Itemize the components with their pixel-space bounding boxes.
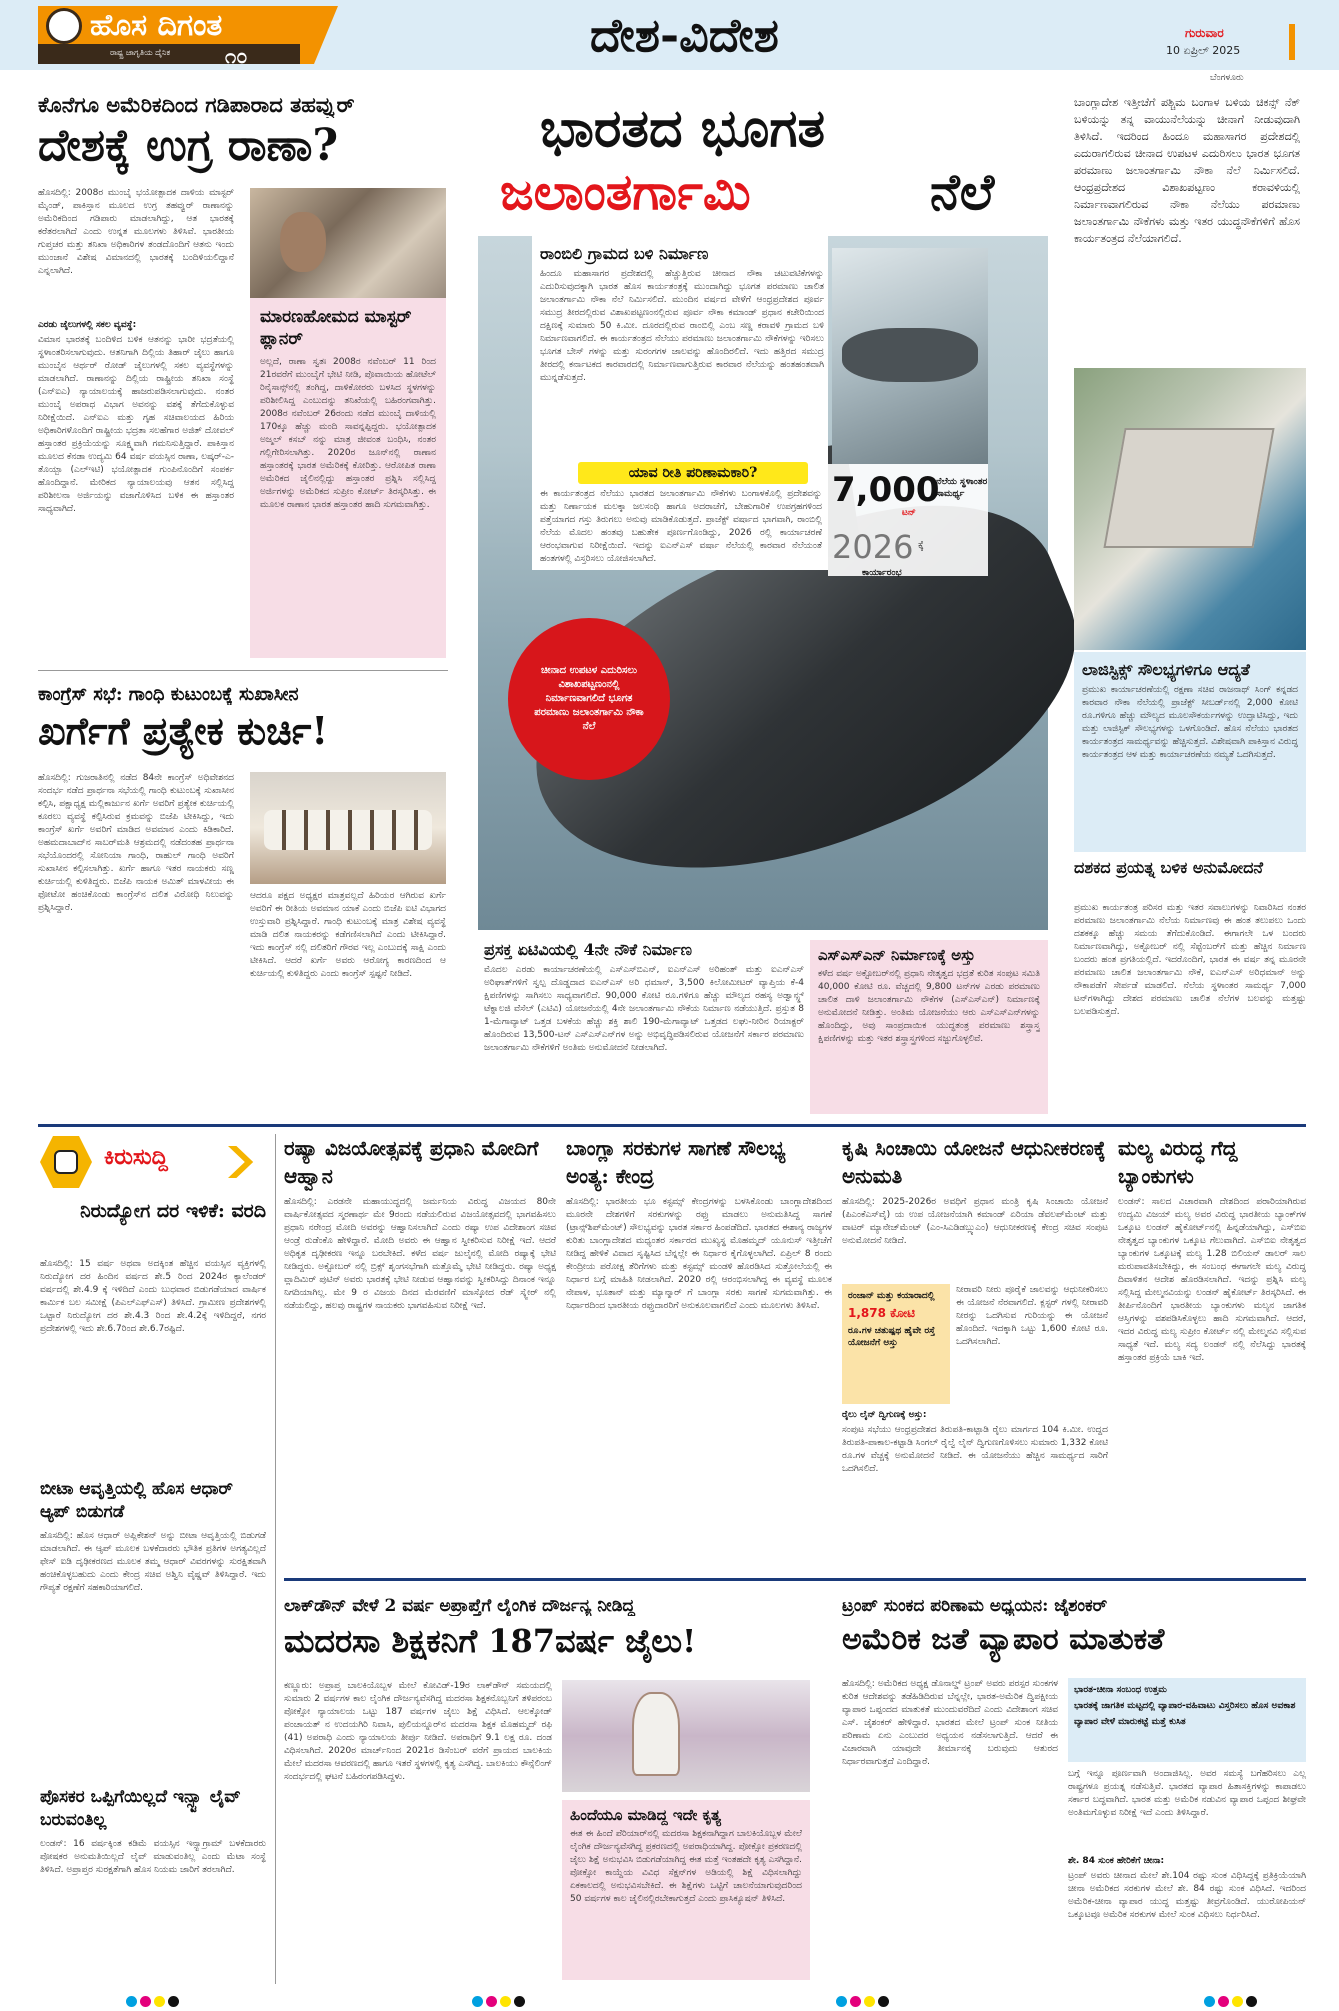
rana-headline: ದೇಶಕ್ಕೆ ಉಗ್ರ ರಾಣಾ? <box>38 120 339 171</box>
kiru-body-2: ಹೊಸದಿಲ್ಲಿ: ಹೊಸ ಆಧಾರ್ ಅಪ್ಲಿಕೇಶನ್ ಅನ್ನು ಬೀಟಾ ಆವೃತ್ತಿಯಲ್ಲಿ ಬಿಡುಗಡೆ ಮಾಡಲಾಗಿದೆ. ಈ ಆ್ಯಪ್ ಮೂಲಕ ಬಳಕೆದಾರರು ಭೌತಿಕ ಪ್ರತಿಗಳ ಅಗತ್ಯವಿಲ್ಲದೆ ಫೇಸ್ ಐಡಿ ದೃಢೀಕರಣದ ಮೂಲಕ ತಮ್ಮ ಆಧಾರ್ ವಿವರಗಳನ್ನು ಸುರಕ್ಷಿತವಾಗಿ ಹಂಚಿಕೊಳ್ಳಬಹುದು ಎಂದು ಕೇಂದ್ರ ಸಚಿವ ಅಶ್ವಿನಿ ವೈಷ್ಣವ್ ತಿಳಿಸಿದ್ದಾರೆ. ಇದು ಗೌಪ್ಯತೆ ರಕ್ಷಣೆಗೆ ಸಹಕಾರಿಯಾಗಲಿದೆ. <box>40 1531 266 1593</box>
congress-body-1: ಹೊಸದಿಲ್ಲಿ: ಗುಜರಾತಿನಲ್ಲಿ ನಡೆದ 84ನೇ ಕಾಂಗ್ರೆಸ್ ಅಧಿವೇಶನದ ಸಂದರ್ಭ ನಡೆದ ಪ್ರಾರ್ಥನಾ ಸಭೆಯಲ್ಲಿ ಗಾಂಧಿ ಕುಟುಂಬಕ್ಕೆ ಸುಖಾಸೀನ ಕಲ್ಪಿಸಿ, ಪಕ್ಷಾಧ್ಯಕ್ಷ ಮಲ್ಲಿಕಾರ್ಜುನ ಖರ್ಗೆ ಅವರಿಗೆ ಪ್ರತ್ಯೇಕ ಕುರ್ಚಿಯಲ್ಲಿ ಕೂರಲು ವ್ಯವಸ್ಥೆ ಕಲ್ಪಿಸಿರುವ ಕ್ರಮವನ್ನು ಬಿಜೆಪಿ ಟೀಕಿಸಿದ್ದು, ಇದು ಕಾಂಗ್ರೆಸ್ ಖರ್ಗೆ ಅವರಿಗೆ ಮಾಡಿದ ಅವಮಾನ ಎಂದು ಕಿಡಿಕಾರಿದೆ. ಅಹಮದಾಬಾದ್‌ನ ಸಾಬರ್‌ಮತಿ ಆಶ್ರಮದಲ್ಲಿ ನಡೆದಂತಹ ಪ್ರಾರ್ಥನಾ ಸಭೆಯೊಂದರಲ್ಲಿ ಸೋನಿಯಾ ಗಾಂಧಿ, ರಾಹುಲ್ ಗಾಂಧಿ ಅವರಿಗೆ ಸುಖಾಸೀನ ಕಲ್ಪಿಸಲಾಗಿತ್ತು. ಖರ್ಗೆ ಹಾಗೂ ಇತರ ನಾಯಕರು ಸಣ್ಣ ಕುರ್ಚಿಯಲ್ಲಿ ಕುಳಿತಿದ್ದರು. ಬಿಜೆಪಿ ನಾಯಕ ಅಮಿತ್ ಮಾಳವೀಯ ಈ ಫೋಟೋ ಹಂಚಿಕೊಂಡು ಕಾಂಗ್ರೆಸ್‌ನ ದಲಿತ ವಿರೋಧಿ ನಿಲುವನ್ನು ಪ್ರಶ್ನಿಸಿದ್ದಾರೆ. <box>38 773 234 913</box>
main-red-circle <box>508 618 670 780</box>
congress-photo <box>250 772 446 884</box>
logistics-body: ಪ್ರಮುಖ ಕಾರ್ಯಾಚರಣೆಯಲ್ಲಿ ರಕ್ಷಣಾ ಸಚಿವ ರಾಜನಾಥ್ ಸಿಂಗ್ ಕನ್ನಡದ ಕಾರವಾರ ನೌಕಾ ನೆಲೆಯಲ್ಲಿ ಪ್ರಾಜೆಕ್ಟ್ ಸೀಬರ್ಡ್‌ನಲ್ಲಿ 2,000 ಕೋಟಿ ರೂ.ಗಳಿಗೂ ಹೆಚ್ಚು ಮೌಲ್ಯದ ಮೂಲಸೌಕರ್ಯಗಳನ್ನು ಉದ್ಘಾಟಿಸಿದ್ದು, ಇದು ಮತ್ತು ಲಾಜಿಸ್ಟಿಕ್ ಸೌಲಭ್ಯಗಳನ್ನು ಒಳಗೊಂಡಿದೆ. ಹೊಸ ನೆಲೆಯು ಭಾರತದ ಕಾರ್ಯತಂತ್ರದ ಸಾಮರ್ಥ್ಯವನ್ನು ಹೆಚ್ಚಿಸುತ್ತದೆ. ವಿಶೇಷವಾಗಿ ಪಾಕಿಸ್ತಾನ ವಿರುದ್ಧ ಕಾರ್ಯತಂತ್ರದ ಆಳ ಮತ್ತು ಕಾರ್ಯಾಚರಣೆಯ ನಮ್ಯತೆ ಒದಗಿಸುತ್ತದೆ. <box>1082 685 1298 760</box>
section-divider <box>38 1124 1306 1127</box>
madrasa-box <box>562 1800 810 1980</box>
logo-emblem-icon <box>46 8 82 44</box>
rana-box-title: ಮಾರಣಹೋಮದ ಮಾಸ್ಟರ್ ಪ್ಲಾನರ್ <box>260 307 412 349</box>
banks-body: ಲಂಡನ್: ಸಾಲದ ವಿಚಾರವಾಗಿ ದೇಶದಿಂದ ಪರಾರಿಯಾಗಿರುವ ಉದ್ಯಮಿ ವಿಜಯ್ ಮಲ್ಯ ಅವರ ವಿರುದ್ಧ ಭಾರತೀಯ ಬ್ಯಾಂಕ್‌ಗಳ ಒಕ್ಕೂಟ ಲಂಡನ್ ಹೈಕೋರ್ಟ್‌ನಲ್ಲಿ ಹಿನ್ನಡೆಯಾಗಿದ್ದು, ಎಸ್‌ಬಿಐ ನೇತೃತ್ವದ ಬ್ಯಾಂಕುಗಳ ಒಕ್ಕೂಟ ಗೆಲುವಾಗಿದೆ. ಎಸ್‌ಬಿಐ ನೇತೃತ್ವದ ಬ್ಯಾಂಕುಗಳ ಒಕ್ಕೂಟಕ್ಕೆ ಮಲ್ಯ 1.28 ಬಿಲಿಯನ್ ಡಾಲರ್ ಸಾಲ ಮರುಪಾವತಿಸಬೇಕಿದ್ದು, ಈ ಸಂಬಂಧ ಈಗಾಗಲೇ ಮಲ್ಯ ವಿರುದ್ಧ ದಿವಾಳಿತನ ಆದೇಶ ಹೊರಡಿಸಲಾಗಿದೆ. ಇದನ್ನು ಪ್ರಶ್ನಿಸಿ ಮಲ್ಯ ಸಲ್ಲಿಸಿದ್ದ ಮೇಲ್ಮನವಿಯನ್ನು ಲಂಡನ್ ಹೈಕೋರ್ಟ್ ತಿರಸ್ಕರಿಸಿದೆ. ಈ ತೀರ್ಪಿನೊಂದಿಗೆ ಭಾರತೀಯ ಬ್ಯಾಂಕುಗಳು ಮಲ್ಯನ ಜಾಗತಿಕ ಆಸ್ತಿಗಳನ್ನು ವಶಪಡಿಸಿಕೊಳ್ಳಲು ಹಾದಿ ಸುಗಮವಾಗಿದೆ. ಆದರೆ, ಇದರ ವಿರುದ್ಧ ಮಲ್ಯ ಸುಪ್ರೀಂ ಕೋರ್ಟ್ ನಲ್ಲಿ ಮೇಲ್ಮನವಿ ಸಲ್ಲಿಸುವ ಸಾಧ್ಯತೆ ಇದೆ. ಮಲ್ಯ ಸದ್ಯ ಲಂಡನ್ ನಲ್ಲಿ ನೆಲೆಸಿದ್ದು ಭಾರತಕ್ಕೆ ಹಸ್ತಾಂತರ ಪ್ರಕ್ರಿಯೆ ಬಾಕಿ ಇದೆ. <box>1118 1197 1306 1363</box>
krishi-box-body: ರೂ.ಗಳ ಚತುಷ್ಪಥ ಹೈವೇ ರಸ್ತೆ ಯೋಜನೆಗೆ ಅಸ್ತು <box>848 1326 935 1348</box>
kiru-headline-3: ಪೊಸಕರ ಒಪ್ಪಿಗೆಯಿಲ್ಲದೆ ಇನ್ಸ್ಟಾ ಲೈವ್ ಬರುವಂತಿಲ್ಲ <box>40 1787 241 1830</box>
madrasa-body: ಕಣ್ಣೂರು: ಅಪ್ರಾಪ್ತ ಬಾಲಕಿಯೊಬ್ಬಳ ಮೇಲೆ ಕೋವಿಡ್-19ರ ಲಾಕ್‌ಡೌನ್ ಸಮಯದಲ್ಲಿ ಸುಮಾರು 2 ವರ್ಷಗಳ ಕಾಲ ಲೈಂಗಿಕ ದೌರ್ಜನ್ಯವೆಸಗಿದ್ದ ಮದರಸಾ ಶಿಕ್ಷಕನೊಬ್ಬನಿಗೆ ತಳಿಪರಂಬ ಪೋಕ್ಸೋ ನ್ಯಾಯಾಲಯ ಒಟ್ಟು 187 ವರ್ಷಗಳ ಜೈಲು ಶಿಕ್ಷೆ ವಿಧಿಸಿದೆ. ಆಲಕ್ಕೋಡ್ ಪಂಚಾಯತ್ ನ ಉದಯಗಿರಿ ನಿವಾಸಿ, ಪುಲಿಯನ್ನೂರ್‌ನ ಮದರಸಾ ಶಿಕ್ಷಕ ಮೊಹಮ್ಮದ್ ರಫಿ (41) ಅಪರಾಧಿ ಎಂದು ನ್ಯಾಯಾಲಯ ತೀರ್ಪು ನೀಡಿದೆ. ಅಪರಾಧಿಗೆ 9.1 ಲಕ್ಷ ರೂ. ದಂಡ ವಿಧಿಸಲಾಗಿದೆ. 2020ರ ಮಾರ್ಚ್‌ನಿಂದ 2021ರ ಡಿಸೆಂಬರ್ ವರೆಗೆ ಪ್ರಾಯದ ಬಾಲಕಿಯ ಮೇಲೆ ಮದರಸಾ ಆವರಣದಲ್ಲಿ ಹಾಗೂ ಇತರೆ ಸ್ಥಳಗಳಲ್ಲಿ ಕೃತ್ಯ ಎಸಗಿದ್ದ. ಬಾಲಕಿಯು ಕೌನ್ಸೆಲಿಂಗ್ ಸಂದರ್ಭದಲ್ಲಿ ಘಟನೆ ಬಹಿರಂಗಪಡಿಸಿದ್ದಳು. <box>284 1681 552 1782</box>
page-number: ೧೦ <box>225 44 248 68</box>
stat-2-value: 2026 <box>832 528 914 566</box>
stat-1-value: 7,000 <box>832 470 940 510</box>
dock-structure-image <box>1103 428 1274 548</box>
rana-kicker: ಕೊನೆಗೂ ಅಮೆರಿಕದಿಂದ ಗಡಿಪಾರಾದ ತಹವ್ವುರ್ <box>38 92 355 117</box>
registration-marks-right-center <box>836 1992 892 2011</box>
decade-title: ದಶಕದ ಪ್ರಯತ್ನ ಬಳಿಕ ಅನುಮೋದನೆ <box>1074 858 1263 877</box>
logo-tagline: ರಾಷ್ಟ್ರ ಜಾಗೃತಿಯ ದೈನಿಕ <box>110 48 171 57</box>
bangla-body: ಹೊಸದಿಲ್ಲಿ: ಭಾರತೀಯ ಭೂ ಕಸ್ಟಮ್ಸ್ ಕೇಂದ್ರಗಳನ್ನು ಬಳಸಿಕೊಂಡು ಬಾಂಗ್ಲಾದೇಶದಿಂದ ಮೂರನೇ ದೇಶಗಳಿಗೆ ಸರಕುಗಳನ್ನು ರಫ್ತು ಮಾಡಲು ಅನುಮತಿಸಿದ್ದ ಸಾಗಣೆ (ಟ್ರಾನ್ಸ್‌ಶಿಪ್‌ಮೆಂಟ್) ಸೌಲಭ್ಯವನ್ನು ಭಾರತ ಸರ್ಕಾರ ಹಿಂಪಡೆದಿದೆ. ಭಾರತದ ಈಶಾನ್ಯ ರಾಜ್ಯಗಳ ಕುರಿತು ಬಾಂಗ್ಲಾದೇಶದ ಮಧ್ಯಂತರ ಸರ್ಕಾರದ ಮುಖ್ಯಸ್ಥ ಮೊಹಮ್ಮದ್ ಯೂನುಸ್ ಇತ್ತೀಚೆಗೆ ನೀಡಿದ್ದ ಹೇಳಿಕೆ ವಿವಾದ ಸೃಷ್ಟಿಸಿದ ಬೆನ್ನಲ್ಲೇ ಈ ನಿರ್ಧಾರ ಕೈಗೊಳ್ಳಲಾಗಿದೆ. ಏಪ್ರಿಲ್ 8 ರಂದು ಕೇಂದ್ರೀಯ ಪರೋಕ್ಷ ತೆರಿಗೆಗಳು ಮತ್ತು ಕಸ್ಟಮ್ಸ್ ಮಂಡಳಿ ಹೊರಡಿಸಿದ ಸುತ್ತೋಲೆಯಲ್ಲಿ ಈ ನಿರ್ಧಾರ ಬಗ್ಗೆ ಮಾಹಿತಿ ನೀಡಲಾಗಿದೆ. 2020 ರಲ್ಲಿ ಆರಂಭಿಸಲಾಗಿದ್ದ ಈ ವ್ಯವಸ್ಥೆ ಮೂಲಕ ನೇಪಾಳ, ಭೂತಾನ್ ಮತ್ತು ಮ್ಯಾನ್ಮಾರ್ ಗೆ ಬಾಂಗ್ಲಾ ಸರಕು ಸಾಗಣೆ ಸುಗಮವಾಗಿತ್ತು. ಈ ನಿರ್ಧಾರದಿಂದ ಭಾರತೀಯ ರಫ್ತುದಾರರಿಗೆ ಅನುಕೂಲವಾಗಲಿದೆ ಎಂದು ಮೂಲಗಳು ತಿಳಿಸಿವೆ. <box>566 1197 832 1311</box>
main-headline-1: ಭಾರತದ ಭೂಗತ <box>540 98 826 159</box>
congress-kicker: ಕಾಂಗ್ರೆಸ್ ಸಭೆ: ಗಾಂಧಿ ಕುಟುಂಬಕ್ಕೆ ಸುಖಾಸೀನ <box>38 684 299 705</box>
modi-headline: ರಷ್ಯಾ ವಿಜಯೋತ್ಸವಕ್ಕೆ ಪ್ರಧಾನಿ ಮೋದಿಗೆ ಆಹ್ವಾನ <box>284 1136 539 1188</box>
trump-bullet-3: ವ್ಯಾಪಾರ ವೇಳೆ ಮಾರುಕಟ್ಟೆ ಮತ್ತೆ ಕುಸಿತ <box>1074 1717 1186 1727</box>
kiru-headline-2: ಬೀಟಾ ಆವೃತ್ತಿಯಲ್ಲಿ ಹೊಸ ಆಧಾರ್ ಆ್ಯಪ್ ಬಿಡುಗಡೆ <box>40 1479 233 1522</box>
madrasa-headline: ಮದರಸಾ ಶಿಕ್ಷಕನಿಗೆ 187ವರ್ಷ ಜೈಲು! <box>284 1622 697 1660</box>
kirusuddi-chevron-icon <box>228 1146 256 1178</box>
ssn-title: ಎಸ್‌ಎಸ್‌ಎನ್ ನಿರ್ಮಾಣಕ್ಕೆ ಅಸ್ತು <box>818 946 976 964</box>
krishi-box <box>842 1284 950 1404</box>
decade-body: ಪ್ರಮುಖ ಕಾರ್ಯತಂತ್ರ ಪರಿಸರ ಮತ್ತು ಇತರ ಸವಾಲುಗಳನ್ನು ನಿವಾರಿಸಿದ ನಂತರ ಪರಮಾಣು ಜಲಾಂತರ್ಗಾಮಿ ನೆಲೆಯ ನಿರ್ಮಾಣವು ಈ ಹಂತ ತಲುಪಲು ಒಂದು ದಶಕಕ್ಕೂ ಹೆಚ್ಚು ಸಮಯ ತೆಗೆದುಕೊಂಡಿದೆ. ಈಗಾಗಲೇ ಒಳ ಬಂದರು ನಿರ್ಮಾಣವಾಗಿದ್ದು, ಅಕ್ಟೋಬರ್ ನಲ್ಲಿ ಸೆಪ್ಟೆಂಬರ್‌ಗೆ ಮತ್ತು ಹೆಚ್ಚಿನ ನಿರ್ಮಾಣ ಬಂದರು ಹಂತ ಪ್ರಗತಿಯಲ್ಲಿದೆ. ಇದರೊಂದಿಗೆ, ಭಾರತ ಈ ವರ್ಷ ತನ್ನ ಮೂರನೇ ಪರಮಾಣು ಚಾಲಿತ ಜಲಾಂತರ್ಗಾಮಿ ನೌಕೆ, ಐಎನ್‌ಎಸ್ ಅರಿಧಮಾನ್ ಅನ್ನು ನೌಕಾಪಡೆಗೆ ಸೇರ್ಪಡೆ ಮಾಡಲಿದೆ. ನೆಲೆಯ ಸ್ಥಳಾಂತರ ಸಾಮರ್ಥ್ಯ 7,000 ಟನ್‌ಗಳಾಗಿದ್ದು ದೇಶದ ಪರಮಾಣು ಚಾಲಿತ ನೆಲೆಗಳ ಬಲವನ್ನು ಮತ್ತಷ್ಟು ಬಲಪಡಿಸುತ್ತದೆ. <box>1074 903 1306 1017</box>
section-title: ದೇಶ-ವಿದೇಶ <box>590 8 779 62</box>
accused-portrait-icon <box>632 1692 680 1776</box>
kiru-body-3: ಲಂಡನ್: 16 ವರ್ಷಕ್ಕಿಂತ ಕಡಿಮೆ ವಯಸ್ಸಿನ ಇನ್ಸ್ಟಾಗ್ರಾಮ್ ಬಳಕೆದಾರರು ಪೋಷಕರ ಅನುಮತಿಯಿಲ್ಲದೆ ಲೈವ್ ಮಾಡುವಂತಿಲ್ಲ ಎಂದು ಮೆಟಾ ಸಂಸ್ಥೆ ತಿಳಿಸಿದೆ. ಅಪ್ರಾಪ್ತರ ಸುರಕ್ಷತೆಗಾಗಿ ಹೊಸ ನಿಯಮ ಜಾರಿಗೆ ತರಲಾಗಿದೆ. <box>40 1839 266 1875</box>
kirusuddi-hand-icon <box>54 1150 78 1174</box>
masthead-date: 10 ಏಪ್ರಿಲ್ 2025 <box>1166 44 1241 57</box>
main-circle-text: ಚೀನಾದ ಉಪಟಳ ಎದುರಿಸಲು ವಿಶಾಖಪಟ್ಟಣಂನಲ್ಲಿ ನಿರ್ಮಾಣವಾಗಲಿದೆ ಭೂಗತ ಪರಮಾಣು ಜಲಾಂತರ್ಗಾಮಿ ನೌಕಾ ನೆಲೆ <box>534 665 644 732</box>
masthead-city: ಬೆಂಗಳೂರು <box>1210 73 1244 83</box>
madrasa-kicker: ಲಾಕ್‌ಡೌನ್ ವೇಳೆ 2 ವರ್ಷ ಅಪ್ರಾಪ್ತೆಗೆ ಲೈಂಗಿಕ ದೌರ್ಜನ್ಯ ನೀಡಿದ್ದ <box>284 1596 635 1616</box>
trump-body-3: ಟ್ರಂಪ್ ಅವರು ಚೀನಾದ ಮೇಲೆ ಶೇ.104 ರಷ್ಟು ಸುಂಕ ವಿಧಿಸಿದ್ದಕ್ಕೆ ಪ್ರತಿಕ್ರಿಯೆಯಾಗಿ ಚೀನಾ ಅಮೆರಿಕದ ಸರಕುಗಳ ಮೇಲೆ ಶೇ. 84 ರಷ್ಟು ಸುಂಕ ವಿಧಿಸಿದೆ. ಇದರಿಂದ ಅಮೆರಿಕ-ಚೀನಾ ವ್ಯಾಪಾರ ಯುದ್ಧ ಮತ್ತಷ್ಟು ತೀವ್ರಗೊಂಡಿದೆ. ಯುರೋಪಿಯನ್ ಒಕ್ಕೂಟವೂ ಅಮೆರಿಕ ಸರಕುಗಳ ಮೇಲೆ ಸುಂಕ ವಿಧಿಸಲು ನಿರ್ಧರಿಸಿದೆ. <box>1068 1871 1306 1920</box>
rana-box-body: ಅಲ್ಲದೆ, ರಾಣಾ ಸ್ವತಃ 2008ರ ನವೆಂಬರ್ 11 ರಿಂದ 21ರವರೆಗೆ ಮುಂಬೈಗೆ ಭೇಟಿ ನೀಡಿ, ಪೊವಾಯಿಯ ಹೋಟೆಲ್ ರಿನೈಸಾನ್ಸ್‌ನಲ್ಲಿ ತಂಗಿದ್ದ, ದಾಳಿಕೋರರು ಬಳಸಿದ ಸ್ಥಳಗಳನ್ನು ಪರಿಶೀಲಿಸಿದ್ದ ಎಂಬುದನ್ನು ತನಿಖೆಯಲ್ಲಿ ಬಹಿರಂಗವಾಗಿತ್ತು. 2008ರ ನವೆಂಬರ್ 26ರಂದು ನಡೆದ ಮುಂಬೈ ದಾಳಿಯಲ್ಲಿ 170ಕ್ಕೂ ಹೆಚ್ಚು ಮಂದಿ ಸಾವನ್ನಪ್ಪಿದ್ದರು. ಭಯೋತ್ಪಾದಕ ಅಜ್ಮಲ್ ಕಸಬ್ ನನ್ನು ಮಾತ್ರ ಜೀವಂತ ಬಂಧಿಸಿ, ನಂತರ ಗಲ್ಲಿಗೇರಿಸಲಾಗಿತ್ತು. 2020ರ ಜೂನ್‌ನಲ್ಲಿ ರಾಣಾನ ಹಸ್ತಾಂತರಕ್ಕೆ ಭಾರತ ಅಮೆರಿಕಕ್ಕೆ ಕೋರಿತ್ತು. ಆರೋಪಿತ ರಾಣಾ ಅಮೆರಿಕದ ಜೈಲಿನಲ್ಲಿದ್ದು ಹಸ್ತಾಂತರ ಪ್ರಶ್ನಿಸಿ ಸಲ್ಲಿಸಿದ್ದ ಅರ್ಜಿಗಳನ್ನು ಅಮೆರಿಕದ ಸುಪ್ರೀಂ ಕೋರ್ಟ್ ತಿರಸ್ಕರಿಸಿತ್ತು. ಈ ಮೂಲಕ ರಾಣಾನ ಭಾರತ ಹಸ್ತಾಂತರ ಹಾದಿ ಸುಗಮವಾಗಿತ್ತು. <box>260 357 436 510</box>
fourth-title: ಪ್ರಸಕ್ತ ಏಟಿವಿಯಲ್ಲಿ 4ನೇ ನೌಕೆ ನಿರ್ಮಾಣ <box>484 940 692 959</box>
main-headline-2b: ನೆಲೆ <box>930 162 995 221</box>
congress-headline: ಖರ್ಗೆಗೆ ಪ್ರತ್ಯೇಕ ಕುರ್ಚಿ! <box>38 708 329 753</box>
submarine-dock-image <box>842 328 978 382</box>
column-rule <box>275 1134 276 1984</box>
registration-marks-center <box>472 1992 528 2011</box>
logistics-title: ಲಾಜಿಸ್ಟಿಕ್ಸ್ ಸೌಲಭ್ಯಗಳಿಗೂ ಆದ್ಯತೆ <box>1082 660 1250 679</box>
trump-sub: ಶೇ. 84 ಸುಂಕ ಹೇರಿಕೆಗೆ ಚೀನಾ: <box>1068 1856 1165 1866</box>
portrait-face-icon <box>280 212 326 272</box>
stat-1-label: ನೆಲೆಯ ಸ್ಥಳಾಂತರ ಸಾಮರ್ಥ್ಯ <box>936 477 988 499</box>
banks-headline: ಮಲ್ಯ ವಿರುದ್ಧ ಗೆದ್ದ ಬ್ಯಾಂಕುಗಳು <box>1118 1136 1238 1188</box>
section-divider-2 <box>284 1578 1306 1581</box>
trump-kicker: ಟ್ರಂಪ್ ಸುಂಕದ ಪರಿಣಾಮ ಅಧ್ಯಯನ: ಜೈಶಂಕರ್ <box>842 1596 1108 1616</box>
trump-bullet-2: ಭಾರತಕ್ಕೆ ಜಾಗತಿಕ ಮಟ್ಟದಲ್ಲಿ ವ್ಯಾಪಾರ-ವಹಿವಾಟು ವಿಸ್ತರಿಸಲು ಹೊಸ ಅವಕಾಶ <box>1074 1701 1296 1711</box>
logistics-box <box>1074 652 1306 852</box>
krishi-box-title: ರಂಜಾನ್ ಮತ್ತು ಕಯಾರಾದಲ್ಲಿ <box>848 1291 935 1301</box>
krishi-body-3: ಸಂಪುಟ ಸಭೆಯು ಆಂಧ್ರಪ್ರದೇಶದ ತಿರುಪತಿ-ಕಾಟ್ಪಾಡಿ ರೈಲು ಮಾರ್ಗದ 104 ಕಿ.ಮೀ. ಉದ್ದದ ತಿರುಪತಿ-ಪಾಕಾಲ-ಕಟ್ಟಾಡಿ ಸಿಂಗಲ್ ರೈಲ್ವೆ ಲೈನ್ ದ್ವಿಗುಣಗೊಳಿಸಲು ಸುಮಾರು 1,332 ಕೋಟಿ ರೂ.ಗಳ ವೆಚ್ಚಕ್ಕೆ ಅನುಮೋದನೆ ನೀಡಿದೆ. ಈ ಯೋಜನೆಯು ಹೆಚ್ಚಿನ ಸಾಮರ್ಥ್ಯದ ಸಾರಿಗೆ ಒದಗಿಸಲಿದೆ. <box>842 1425 1108 1474</box>
rana-box <box>250 298 446 658</box>
rana-body-2: ವಿಮಾನ ಭಾರತಕ್ಕೆ ಬಂದಿಳಿದ ಬಳಿಕ ಆತನನ್ನು ಭಾರೀ ಭದ್ರತೆಯಲ್ಲಿ ಸ್ಥಳಾಂತರಿಸಲಾಗುವುದು. ಆತನಿಗಾಗಿ ದಿಲ್ಲಿಯ ತಿಹಾರ್ ಜೈಲು ಹಾಗೂ ಮುಂಬೈನ ಆರ್ಥರ್ ರೋಡ್ ಜೈಲುಗಳಲ್ಲಿ ಸಕಲ ವ್ಯವಸ್ಥೆಗಳನ್ನು ಮಾಡಲಾಗಿದೆ. ರಾಣಾನನ್ನು ದಿಲ್ಲಿಯ ರಾಷ್ಟ್ರೀಯ ತನಿಖಾ ಸಂಸ್ಥೆ (ಎನ್‌ಐಎ) ನ್ಯಾಯಾಲಯಕ್ಕೆ ಹಾಜರುಪಡಿಸಲಾಗುವುದು. ನಂತರ ಮುಂಬೈ ಅಪರಾಧ ವಿಭಾಗ ಅವನನ್ನು ವಶಕ್ಕೆ ತೆಗೆದುಕೊಳ್ಳುವ ನಿರೀಕ್ಷೆಯಿದೆ. ಎನ್‌ಐಎ ಮತ್ತು ಗೃಹ ಸಚಿವಾಲಯದ ಹಿರಿಯ ಅಧಿಕಾರಿಗಳೊಂದಿಗೆ ರಾಷ್ಟ್ರೀಯ ಭದ್ರತಾ ಸಲಹೆಗಾರ ಅಜಿತ್ ದೋವಲ್ ಹಸ್ತಾಂತರ ಪ್ರಕ್ರಿಯೆಯನ್ನು ಸೂಕ್ಷ್ಮವಾಗಿ ಗಮನಿಸುತ್ತಿದ್ದಾರೆ. ಪಾಕಿಸ್ತಾನ ಮೂಲದ ಕೆನಡಾ ಉದ್ಯಮಿ 64 ವರ್ಷ ವಯಸ್ಸಿನ ರಾಣಾ, ಲಷ್ಕರ್-ಎ-ತೊಯ್ಬಾ (ಎಲ್‌ಇಟಿ) ಭಯೋತ್ಪಾದಕ ಗುಂಪಿನೊಂದಿಗೆ ಸಂಪರ್ಕ ಹೊಂದಿದ್ದಾನೆ. ಮೇರಿಕದ ನ್ಯಾಯಾಲಯವು ಆತನ ಸಲ್ಲಿಸಿದ್ದ ಪರಿಶೀಲನಾ ಅರ್ಜಿಯನ್ನು ವಜಾಗೊಳಿಸಿದ ಬಳಿಕ ಈ ಹಸ್ತಾಂತರ ಸಾಧ್ಯವಾಗಿದೆ. <box>38 335 234 514</box>
naval-base-photo <box>1074 368 1306 650</box>
kiru-headline-1: ನಿರುದ್ಯೋಗ ದರ ಇಳಿಕೆ: ವರದಿ <box>80 1200 266 1222</box>
kirusuddi-label: ಕಿರುಸುದ್ದಿ <box>104 1144 168 1170</box>
fourth-body: ಮೊದಲ ಎರಡು ಕಾರ್ಯಾಚರಣೆಯಲ್ಲಿ ಎಸ್‌ಎಸ್‌ಬಿಎನ್, ಐಎನ್‌ಎಸ್ ಅರಿಹಂತ್ ಮತ್ತು ಐಎನ್‌ಎಸ್ ಅರಿಘಾತ್‌ಗಳಿಗೆ ಸ್ವಲ್ಪ ದೊಡ್ಡದಾದ ಐಎನ್‌ಎಸ್ ಅರಿ ಧಮಾನ್, 3,500 ಕಿಲೋಮೀಟರ್ ವ್ಯಾಪ್ತಿಯ ಕೆ-4 ಕ್ಷಿಪಣಿಗಳನ್ನು ಸಾಗಿಸಲು ಸಾಧ್ಯವಾಗಲಿದೆ. 90,000 ಕೋಟಿ ರೂ.ಗಳಿಗೂ ಹೆಚ್ಚು ಮೌಲ್ಯದ ರಹಸ್ಯ ಅಡ್ವಾನ್ಸ್ಡ್ ಟೆಕ್ನಾಲಜಿ ವೆಸೆಲ್ (ಎಟಿವಿ) ಯೋಜನೆಯಲ್ಲಿ 4ನೇ ಜಲಾಂತರ್ಗಾಮಿ ನೌಕೆಯ ನಿರ್ಮಾಣ ನಡೆಯುತ್ತಿದೆ. ಪ್ರಸ್ತುತ 8 1-ಮೆಗಾವ್ಯಾಟ್ ಒತ್ತಡ ಬಳಕೆಯ ಹೆಚ್ಚು ಶಕ್ತಿ ಶಾಲಿ 190-ಮೆಗಾವ್ಯಾಟ್ ಒತ್ತಡದ ಲಘು-ನೀರಿನ ರಿಯಾಕ್ಟರ್ ಹೊಂದಿರುವ 13,500-ಟನ್ ಎಸ್‌ಎಸ್‌ಎನ್‌ಗಳ ಅನ್ನು ಅಭಿವೃದ್ಧಿಪಡಿಸಲಿರುವ ಯೋಜನೆಗೆ ಸರ್ಕಾರ ಪರಮಾಣು ಜಲಾಂತರ್ಗಾಮಿ ನೌಕೆಗಳಿಗೆ ಅಂತಿಮ ಅನುಮೋದನೆ ನೀಡಲಾಗಿದೆ. <box>484 965 804 1053</box>
stat-2-suffix: ಕ್ಕೆ <box>918 540 924 551</box>
logo-text: ಹೊಸ ದಿಗಂತ <box>90 8 223 43</box>
main-q-body: ಈ ಕಾರ್ಯತಂತ್ರದ ನೆಲೆಯು ಭಾರತದ ಜಲಾಂತರ್ಗಾಮಿ ನೌಕೆಗಳು ಬಂಗಾಳಕೊಲ್ಲಿ ಪ್ರದೇಶವನ್ನು ಮತ್ತು ನಿರ್ಣಾಯಕ ಮಲಕ್ಕಾ ಜಲಸಂಧಿ ಹಾಗೂ ಅದರಾಚೆಗೆ, ಬೇಹುಗಾರಿಕೆ ಉಪಗ್ರಹಗಳಿಂದ ಪತ್ತೆಯಾಗದ ಗಸ್ತು ತಿರುಗಲು ಅನುವು ಮಾಡಿಕೊಡುತ್ತದೆ. ಪ್ರಾಜೆಕ್ಟ್ ವರ್ಷಾದ ಭಾಗವಾಗಿ, ರಾಂಬಿಲ್ಲಿ ನೆಲೆಯ ಮೊದಲ ಹಂತವು ಬಹುತೇಕ ಪೂರ್ಣಗೊಂಡಿದ್ದು, 2026 ರಲ್ಲಿ ಕಾರ್ಯಾಚರಣೆ ಆರಂಭವಾಗುವ ನಿರೀಕ್ಷೆಯಿದೆ. ಇದನ್ನು ಐಎನ್‌ಎಸ್ ವರ್ಷಾ ನೆಲೆಯಲ್ಲಿ ಕಾರವಾರ ನೆಲೆಯಂತೆ ಹಂತಗಳಲ್ಲಿ ವಿಸ್ತರಿಸಲು ಯೋಜಿಸಲಾಗಿದೆ. <box>540 489 822 564</box>
rana-photo <box>250 188 446 298</box>
krishi-headline: ಕೃಷಿ ಸಿಂಚಾಯಿ ಯೋಜನೆ ಆಧುನೀಕರಣಕ್ಕೆ ಅನುಮತಿ <box>842 1136 1106 1188</box>
rana-sub-1: ಎರಡು ಜೈಲುಗಳಲ್ಲಿ ಸಕಲ ವ್ಯವಸ್ಥೆ: <box>38 320 137 330</box>
stat-2-label: ಕಾರ್ಯಾರಂಭ <box>862 568 902 578</box>
modi-body: ಹೊಸದಿಲ್ಲಿ: ಎರಡನೇ ಮಹಾಯುದ್ಧದಲ್ಲಿ ಜರ್ಮನಿಯ ವಿರುದ್ಧ ವಿಜಯದ 80ನೇ ವಾರ್ಷಿಕೋತ್ಸವದ ಸ್ಮರಣಾರ್ಥ ಮೇ 9ರಂದು ನಡೆಯಲಿರುವ ವಿಜಯೋತ್ಸವದಲ್ಲಿ ಭಾಗವಹಿಸಲು ಪ್ರಧಾನಿ ನರೇಂದ್ರ ಮೋದಿ ಅವರನ್ನು ಆಹ್ವಾನಿಸಲಾಗಿದೆ ಎಂದು ರಷ್ಯಾ ಉಪ ವಿದೇಶಾಂಗ ಸಚಿವ ಆಂಡ್ರೆ ರುಡೆಂಕೊ ಹೇಳಿದ್ದಾರೆ. ಮೋದಿ ಅವರು ಈ ಆಹ್ವಾನ ಸ್ವೀಕರಿಸುವ ನಿರೀಕ್ಷೆ ಇದೆ. ಆದರೆ ಅಧಿಕೃತ ದೃಢೀಕರಣ ಇನ್ನೂ ಬರಬೇಕಿದೆ. ಕಳೆದ ವರ್ಷ ಜುಲೈನಲ್ಲಿ ಮೋದಿ ರಷ್ಯಾಕ್ಕೆ ಭೇಟಿ ನೀಡಿದ್ದರು. ಅಕ್ಟೋಬರ್ ನಲ್ಲಿ ಬ್ರಿಕ್ಸ್ ಶೃಂಗಸಭೆಗಾಗಿ ಮತ್ತೊಮ್ಮೆ ಭೇಟಿ ನೀಡಿದ್ದರು. ರಷ್ಯಾ ಅಧ್ಯಕ್ಷ ವ್ಲಾದಿಮಿರ್ ಪುಟಿನ್ ಅವರು ಭಾರತಕ್ಕೆ ಭೇಟಿ ನೀಡುವ ಆಹ್ವಾನವನ್ನು ಸ್ವೀಕರಿಸಿದ್ದು ದಿನಾಂಕ ಇನ್ನೂ ನಿಗದಿಯಾಗಿಲ್ಲ. ಮೇ 9 ರ ವಿಜಯ ದಿನದ ಮೆರವಣಿಗೆ ಮಾಸ್ಕೋದ ರೆಡ್ ಸ್ಕ್ವೇರ್ ನಲ್ಲಿ ನಡೆಯಲಿದ್ದು, ಹಲವು ರಾಷ್ಟ್ರಗಳ ನಾಯಕರು ಭಾಗವಹಿಸುವ ನಿರೀಕ್ಷೆ ಇದೆ. <box>284 1197 556 1311</box>
main-subhead: ರಾಂಬಿಲಿ ಗ್ರಾಮದ ಬಳಿ ನಿರ್ಮಾಣ <box>540 244 709 263</box>
trump-body-2: ಬಗ್ಗೆ ಇನ್ನೂ ಪೂರ್ಣವಾಗಿ ಅಂದಾಜಿಸಿಲ್ಲ. ಅವರ ಸಮಸ್ಯೆ ಬಗೆಹರಿಸಲು ಎಲ್ಲ ರಾಷ್ಟ್ರಗಳೂ ಪ್ರಯತ್ನ ನಡೆಸುತ್ತಿವೆ. ಭಾರತದ ವ್ಯಾಪಾರ ಹಿತಾಸಕ್ತಿಗಳನ್ನು ಕಾಪಾಡಲು ಸರ್ಕಾರ ಬದ್ಧವಾಗಿದೆ. ಭಾರತ ಮತ್ತು ಅಮೆರಿಕ ನಡುವಿನ ವ್ಯಾಪಾರ ಒಪ್ಪಂದ ಶೀಘ್ರವೇ ಅಂತಿಮಗೊಳ್ಳುವ ನಿರೀಕ್ಷೆ ಇದೆ ಎಂದು ತಿಳಿಸಿದ್ದಾರೆ. <box>1068 1769 1306 1818</box>
main-question-label: ಯಾವ ರೀತಿ ಪರಿಣಾಮಕಾರಿ? <box>578 462 808 484</box>
masthead-accent-bar <box>1289 24 1295 60</box>
trump-bullets-box <box>1068 1678 1306 1762</box>
trump-headline: ಅಮೆರಿಕ ಜತೆ ವ್ಯಾಪಾರ ಮಾತುಕತೆ <box>842 1622 1165 1657</box>
madrasa-box-body: ಈತ ಈ ಹಿಂದೆ ಪೆರಿಯಾರ್‌ನಲ್ಲಿ ಮದರಸಾ ಶಿಕ್ಷಕನಾಗಿದ್ದಾಗ ಬಾಲಕಿಯೊಬ್ಬಳ ಮೇಲೆ ಲೈಂಗಿಕ ದೌರ್ಜನ್ಯವೆಸಗಿದ್ದ ಪ್ರಕರಣದಲ್ಲಿ ಅಪರಾಧಿಯಾಗಿದ್ದ. ಪೋಕ್ಸೋ ಪ್ರಕರಣದಲ್ಲಿ ಜೈಲು ಶಿಕ್ಷೆ ಅನುಭವಿಸಿ ಬಿಡುಗಡೆಯಾಗಿದ್ದ ಈತ ಮತ್ತೆ ಇಂತಹದೇ ಕೃತ್ಯ ಎಸಗಿದ್ದಾನೆ. ಪೋಕ್ಸೋ ಕಾಯ್ದೆಯ ವಿವಿಧ ಸೆಕ್ಷನ್‌ಗಳ ಅಡಿಯಲ್ಲಿ ಶಿಕ್ಷೆ ವಿಧಿಸಲಾಗಿದ್ದು ಏಕಕಾಲದಲ್ಲಿ ಅನುಭವಿಸಬೇಕಿದೆ. ಈ ಶಿಕ್ಷೆಗಳು ಒಟ್ಟಿಗೆ ಚಾಲನೆಯಾಗುವುದರಿಂದ 50 ವರ್ಷಗಳ ಕಾಲ ಜೈಲಿನಲ್ಲಿರಬೇಕಾಗುತ್ತದೆ ಎಂದು ಪ್ರಾಸಿಕ್ಯೂಷನ್ ತಿಳಿಸಿದೆ. <box>570 1829 802 1904</box>
madrasa-photo <box>562 1680 810 1792</box>
trump-body-1: ಹೊಸದಿಲ್ಲಿ: ಅಮೆರಿಕದ ಅಧ್ಯಕ್ಷ ಡೊನಾಲ್ಡ್ ಟ್ರಂಪ್ ಅವರು ಪರಸ್ಪರ ಸುಂಕಗಳ ಕುರಿತ ಆದೇಶವನ್ನು ತಡೆಹಿಡಿದಿರುವ ಬೆನ್ನಲ್ಲೇ, ಭಾರತ-ಅಮೆರಿಕ ದ್ವಿಪಕ್ಷೀಯ ವ್ಯಾಪಾರ ಒಪ್ಪಂದದ ಮಾತುಕತೆ ಮುಂದುವರೆದಿದೆ ಎಂದು ವಿದೇಶಾಂಗ ಸಚಿವ ಎಸ್. ಜೈಶಂಕರ್ ಹೇಳಿದ್ದಾರೆ. ಭಾರತದ ಮೇಲೆ ಟ್ರಂಪ್ ಸುಂಕ ನೀತಿಯ ಪರಿಣಾಮ ಏನು ಎಂಬುದರ ಅಧ್ಯಯನ ನಡೆಸಲಾಗುತ್ತಿದೆ. ಆದರೆ ಈ ವಿಚಾರವಾಗಿ ಯಾವುದೇ ತೀರ್ಮಾನಕ್ಕೆ ಬರುವುದು ಆತುರದ ನಿರ್ಧಾರವಾಗುತ್ತದೆ ಎಂದಿದ್ದಾರೆ. <box>842 1679 1058 1767</box>
rana-body-1: ಹೊಸದಿಲ್ಲಿ: 2008ರ ಮುಂಬೈ ಭಯೋತ್ಪಾದಕ ದಾಳಿಯ ಮಾಸ್ಟರ್ ಮೈಂಡ್, ಪಾಕಿಸ್ತಾನ ಮೂಲದ ಉಗ್ರ ತಹವ್ವುರ್ ರಾಣಾನನ್ನು ಅಮೆರಿಕದಿಂದ ಗಡಿಪಾರು ಮಾಡಲಾಗಿದ್ದು, ಆತ ಭಾರತಕ್ಕೆ ಕರೆತರಲಾಗಿದೆ ಎಂದು ಉನ್ನತ ಮೂಲಗಳು ತಿಳಿಸಿವೆ. ಭಾರತೀಯ ಗುಪ್ತಚರ ಮತ್ತು ತನಿಖಾ ಅಧಿಕಾರಿಗಳ ತಂಡದೊಂದಿಗೆ ಆತನು ಇಂದು ಮುಂಜಾನೆ ವಿಶೇಷ ವಿಮಾನದಲ್ಲಿ ಭಾರತಕ್ಕೆ ಬಂದಿಳಿಯಲಿದ್ದಾನೆ ಎನ್ನಲಾಗಿದೆ. <box>38 188 234 276</box>
ssn-body: ಕಳೆದ ವರ್ಷ ಅಕ್ಟೋಬರ್‌ನಲ್ಲಿ ಪ್ರಧಾನಿ ನೇತೃತ್ವದ ಭದ್ರತೆ ಕುರಿತ ಸಂಪುಟ ಸಮಿತಿ 40,000 ಕೋಟಿ ರೂ. ವೆಚ್ಚದಲ್ಲಿ 9,800 ಟನ್‌ಗಳ ಎರಡು ಪರಮಾಣು ಚಾಲಿತ ದಾಳಿ ಜಲಾಂತರ್ಗಾಮಿ ನೌಕೆಗಳ (ಎಸ್‌ಎಸ್‌ಎನ್) ನಿರ್ಮಾಣಕ್ಕೆ ಅನುಮೋದನೆ ನೀಡಿತ್ತು. ಅಂತಿಮ ಯೋಜನೆಯು ಆರು ಎಸ್‌ಎಸ್‌ಎನ್‌ಗಳನ್ನು ಹೊಂದಿದ್ದು, ಅವು ಸಾಂಪ್ರದಾಯಿಕ ಯುದ್ಧತಂತ್ರ ಪರಮಾಣು ಶಸ್ತ್ರಾಸ್ತ್ರ ಕ್ಷಿಪಣಿಗಳನ್ನು ಮತ್ತು ಇತರ ಶಸ್ತ್ರಾಸ್ತ್ರಗಳಿಂದ ಸಜ್ಜುಗೊಳ್ಳಲಿವೆ. <box>818 969 1040 1044</box>
divider <box>38 670 448 671</box>
ssn-box <box>810 940 1048 1114</box>
registration-marks-left <box>126 1992 182 2011</box>
congress-body-2: ಆದರೂ ಪಕ್ಷದ ಅಧ್ಯಕ್ಷರ ಮಾತ್ರವಲ್ಲದೆ ಹಿರಿಯರ ಆಗಿರುವ ಖರ್ಗೆ ಅವರಿಗೆ ಈ ರೀತಿಯ ಅವಮಾನ ಯಾಕೆ ಎಂದು ಬಿಜೆಪಿ ಐಟಿ ವಿಭಾಗದ ಉಸ್ತುವಾರಿ ಪ್ರಶ್ನಿಸಿದ್ದಾರೆ. ಗಾಂಧಿ ಕುಟುಂಬಕ್ಕೆ ಮಾತ್ರ ವಿಶೇಷ ವ್ಯವಸ್ಥೆ ಮಾಡಿ ದಲಿತ ನಾಯಕರನ್ನು ಕಡೆಗಣಿಸಲಾಗಿದೆ ಎಂದು ಟೀಕಿಸಿದ್ದಾರೆ. ಇದು ಕಾಂಗ್ರೆಸ್ ನಲ್ಲಿ ದಲಿತರಿಗೆ ಗೌರವ ಇಲ್ಲ ಎಂಬುದಕ್ಕೆ ಸಾಕ್ಷಿ ಎಂದು ಟೀಕಿಸಿದೆ. ಆದರೆ ಖರ್ಗೆ ಅವರು ಆರೋಗ್ಯ ಕಾರಣದಿಂದ ಆ ಕುರ್ಚಿಯಲ್ಲಿ ಕುಳಿತಿದ್ದರು ಎಂದು ಕಾಂಗ್ರೆಸ್ ಸ್ಪಷ್ಟನೆ ನೀಡಿದೆ. <box>250 891 446 979</box>
krishi-body-1: ಹೊಸದಿಲ್ಲಿ: 2025-2026ರ ಅವಧಿಗೆ ಪ್ರಧಾನ ಮಂತ್ರಿ ಕೃಷಿ ಸಿಂಚಾಯಿ ಯೋಜನೆ (ಪಿಎಂಕೆಎಸ್‌ವೈ) ಯ ಉಪ ಯೋಜನೆಯಾಗಿ ಕಮಾಂಡ್ ಏರಿಯಾ ಡೆವಲಪ್‌ಮೆಂಟ್ ಮತ್ತು ವಾಟರ್ ಮ್ಯಾನೇಜ್‌ಮೆಂಟ್ (ಎಂ-ಸಿಎಡಿಡಬ್ಲ್ಯುಎಂ) ಆಧುನೀಕರಣಕ್ಕೆ ಕೇಂದ್ರ ಸಚಿವ ಸಂಪುಟ ಅನುಮೋದನೆ ನೀಡಿದೆ. <box>842 1197 1108 1246</box>
krishi-box-value: 1,878 ಕೋಟಿ <box>848 1306 915 1320</box>
masthead-weekday: ಗುರುವಾರ <box>1185 26 1224 40</box>
main-headline-2a: ಜಲಾಂತರ್ಗಾಮಿ <box>500 162 751 221</box>
krishi-sub: ರೈಲು ಲೈನ್ ದ್ವಿಗುಣಕ್ಕೆ ಅಸ್ತು: <box>842 1410 927 1420</box>
madrasa-box-title: ಹಿಂದೆಯೂ ಮಾಡಿದ್ದ ಇದೇ ಕೃತ್ಯ <box>570 1806 722 1824</box>
meeting-people-icon <box>264 810 432 850</box>
kiru-body-1: ಹೊಸದಿಲ್ಲಿ: 15 ವರ್ಷ ಅಥವಾ ಅದಕ್ಕಿಂತ ಹೆಚ್ಚಿನ ವಯಸ್ಸಿನ ವ್ಯಕ್ತಿಗಳಲ್ಲಿ ನಿರುದ್ಯೋಗ ದರ ಹಿಂದಿನ ವರ್ಷದ ಶೇ.5 ರಿಂದ 2024ರ ಕ್ಯಾಲೆಂಡರ್ ವರ್ಷದಲ್ಲಿ ಶೇ.4.9 ಕ್ಕೆ ಇಳಿದಿದೆ ಎಂದು ಬುಧವಾರ ಬಿಡುಗಡೆಯಾದ ವಾರ್ಷಿಕ ಕಾರ್ಮಿಕ ಬಲ ಸಮೀಕ್ಷೆ (ಪಿಎಲ್‌ಎಫ್‌ಎಸ್) ತಿಳಿಸಿದೆ. ಗ್ರಾಮೀಣ ಪ್ರದೇಶಗಳಲ್ಲಿ ಒಟ್ಟಾರೆ ನಿರುದ್ಯೋಗ ದರ ಶೇ.4.3 ರಿಂದ ಶೇ.4.2ಕ್ಕೆ ಇಳಿದಿದ್ದರೆ, ನಗರ ಪ್ರದೇಶಗಳಲ್ಲಿ ಇದು ಶೇ.6.7ರಿಂದ ಶೇ.6.7ರಷ್ಟಿದೆ. <box>40 1259 266 1334</box>
kirusuddi-badge <box>40 1134 260 1190</box>
registration-marks-right <box>1204 1992 1260 2011</box>
right-intro: ಬಾಂಗ್ಲಾದೇಶ ಇತ್ತೀಚೆಗೆ ಪಶ್ಚಿಮ ಬಂಗಾಳ ಬಳಿಯ ಚಿಕನ್ಸ್ ನೆಕ್ ಬಳಿಯನ್ನು ತನ್ನ ವಾಯುನೆಲೆಯನ್ನು ಚೀನಾಗೆ ನೀಡುವುದಾಗಿ ತಿಳಿಸಿದೆ. ಇದರಿಂದ ಹಿಂದೂ ಮಹಾಸಾಗರ ಪ್ರದೇಶದಲ್ಲಿ ಎದುರಾಗಲಿರುವ ಚೀನಾದ ಉಪಟಳ ಎದುರಿಸಲು ಭಾರತ ಭೂಗತ ಪರಮಾಣು ಜಲಾಂತರ್ಗಾಮಿ ನೌಕಾ ನೆಲೆ ನಿರ್ಮಿಸಲಿದೆ. ಆಂಧ್ರಪ್ರದೇಶದ ವಿಶಾಖಪಟ್ಟಣಂ ಕರಾವಳಿಯಲ್ಲಿ ನಿರ್ಮಾಣವಾಗಲಿರುವ ನೌಕಾ ನೆಲೆಯು ಪರಮಾಣು ಜಲಾಂತರ್ಗಾಮಿ ನೌಕೆಗಳು ಮತ್ತು ಇತರ ಯುದ್ಧನೌಕೆಗಳಿಗೆ ಹೊಸ ಕಾರ್ಯತಂತ್ರದ ನೆಲೆಯಾಗಲಿದೆ. <box>1074 96 1300 245</box>
bangla-headline: ಬಾಂಗ್ಲಾ ಸರಕುಗಳ ಸಾಗಣೆ ಸೌಲಭ್ಯ ಅಂತ್ಯ: ಕೇಂದ್ರ <box>566 1136 786 1188</box>
krishi-body-2: ನೀರಾವರಿ ನೀರು ಪೂರೈಕೆ ಜಾಲವನ್ನು ಆಧುನೀಕರಿಸಲು ಈ ಯೋಜನೆ ನೆರವಾಗಲಿದೆ. ಕ್ಲಸ್ಟರ್ ಗಳಲ್ಲಿ ನೀರಾವರಿ ನೀರನ್ನು ಒದಗಿಸುವ ಗುರಿಯನ್ನು ಈ ಯೋಜನೆ ಹೊಂದಿದೆ. ಇದಕ್ಕಾಗಿ ಒಟ್ಟು 1,600 ಕೋಟಿ ರೂ. ಒದಗಿಸಲಾಗಿದೆ. <box>956 1285 1108 1347</box>
trump-bullet-1: ಭಾರತ-ಚೀನಾ ಸಂಬಂಧ ಉತ್ತಮ <box>1074 1685 1167 1695</box>
main-body: ಹಿಂದೂ ಮಹಾಸಾಗರ ಪ್ರದೇಶದಲ್ಲಿ ಹೆಚ್ಚುತ್ತಿರುವ ಚೀನಾದ ನೌಕಾ ಚಟುವಟಿಕೆಗಳನ್ನು ಎದುರಿಸುವುದಕ್ಕಾಗಿ ಭಾರತ ಹೊಸ ಕಾರ್ಯತಂತ್ರಕ್ಕೆ ಮುಂದಾಗಿದ್ದು ಭೂಗತ ಪರಮಾಣು ಚಾಲಿತ ಜಲಾಂತರ್ಗಾಮಿ ನೌಕಾ ನೆಲೆ ನಿರ್ಮಿಸಲಿದೆ. ಮುಂದಿನ ವರ್ಷದ ವೇಳೆಗೆ ಆಂಧ್ರಪ್ರದೇಶದ ಪೂರ್ವ ಸಮುದ್ರ ತೀರದಲ್ಲಿರುವ ವಿಶಾಖಪಟ್ಟಣಂನಲ್ಲಿರುವ ಪೂರ್ವ ನೌಕಾ ಕಮಾಂಡ್ ಪ್ರಧಾನ ಕಚೇರಿಯಿಂದ ದಕ್ಷಿಣಕ್ಕೆ ಸುಮಾರು 50 ಕಿ.ಮೀ. ದೂರದಲ್ಲಿರುವ ರಾಂಬಿಲ್ಲಿ ಎಂಬ ಸಣ್ಣ ಕರಾವಳಿ ಗ್ರಾಮದ ಬಳಿ ನಿರ್ಮಾಣವಾಗಲಿದೆ. ಈ ಕಾರ್ಯತಂತ್ರದ ನೆಲೆಯು ಪರಮಾಣು ಜಲಾಂತರ್ಗಾಮಿ ನೌಕೆಗಳನ್ನು ಇರಿಸಲು ಭೂಗತ ಬೇಸ್ ಗಳನ್ನು ಮತ್ತು ಸುರಂಗಗಳ ಜಾಲವನ್ನು ಹೊಂದಿರಲಿದೆ. ಇದು ಹತ್ತಿರದ ಸಮುದ್ರ ತೀರದಲ್ಲಿ ಕರ್ನಾಟಕದ ಕಾರವಾರದಲ್ಲಿ ನಿರ್ಮಾಣವಾಗುತ್ತಿರುವ ಕಾರವಾರ ನೆಲೆಯನ್ನು ಹಂತಹಂತವಾಗಿ ಮುನ್ನಡೆಸುತ್ತದೆ. <box>540 269 824 383</box>
main-top-photo <box>832 248 988 464</box>
stat-1-unit: ಟನ್ <box>902 508 916 518</box>
